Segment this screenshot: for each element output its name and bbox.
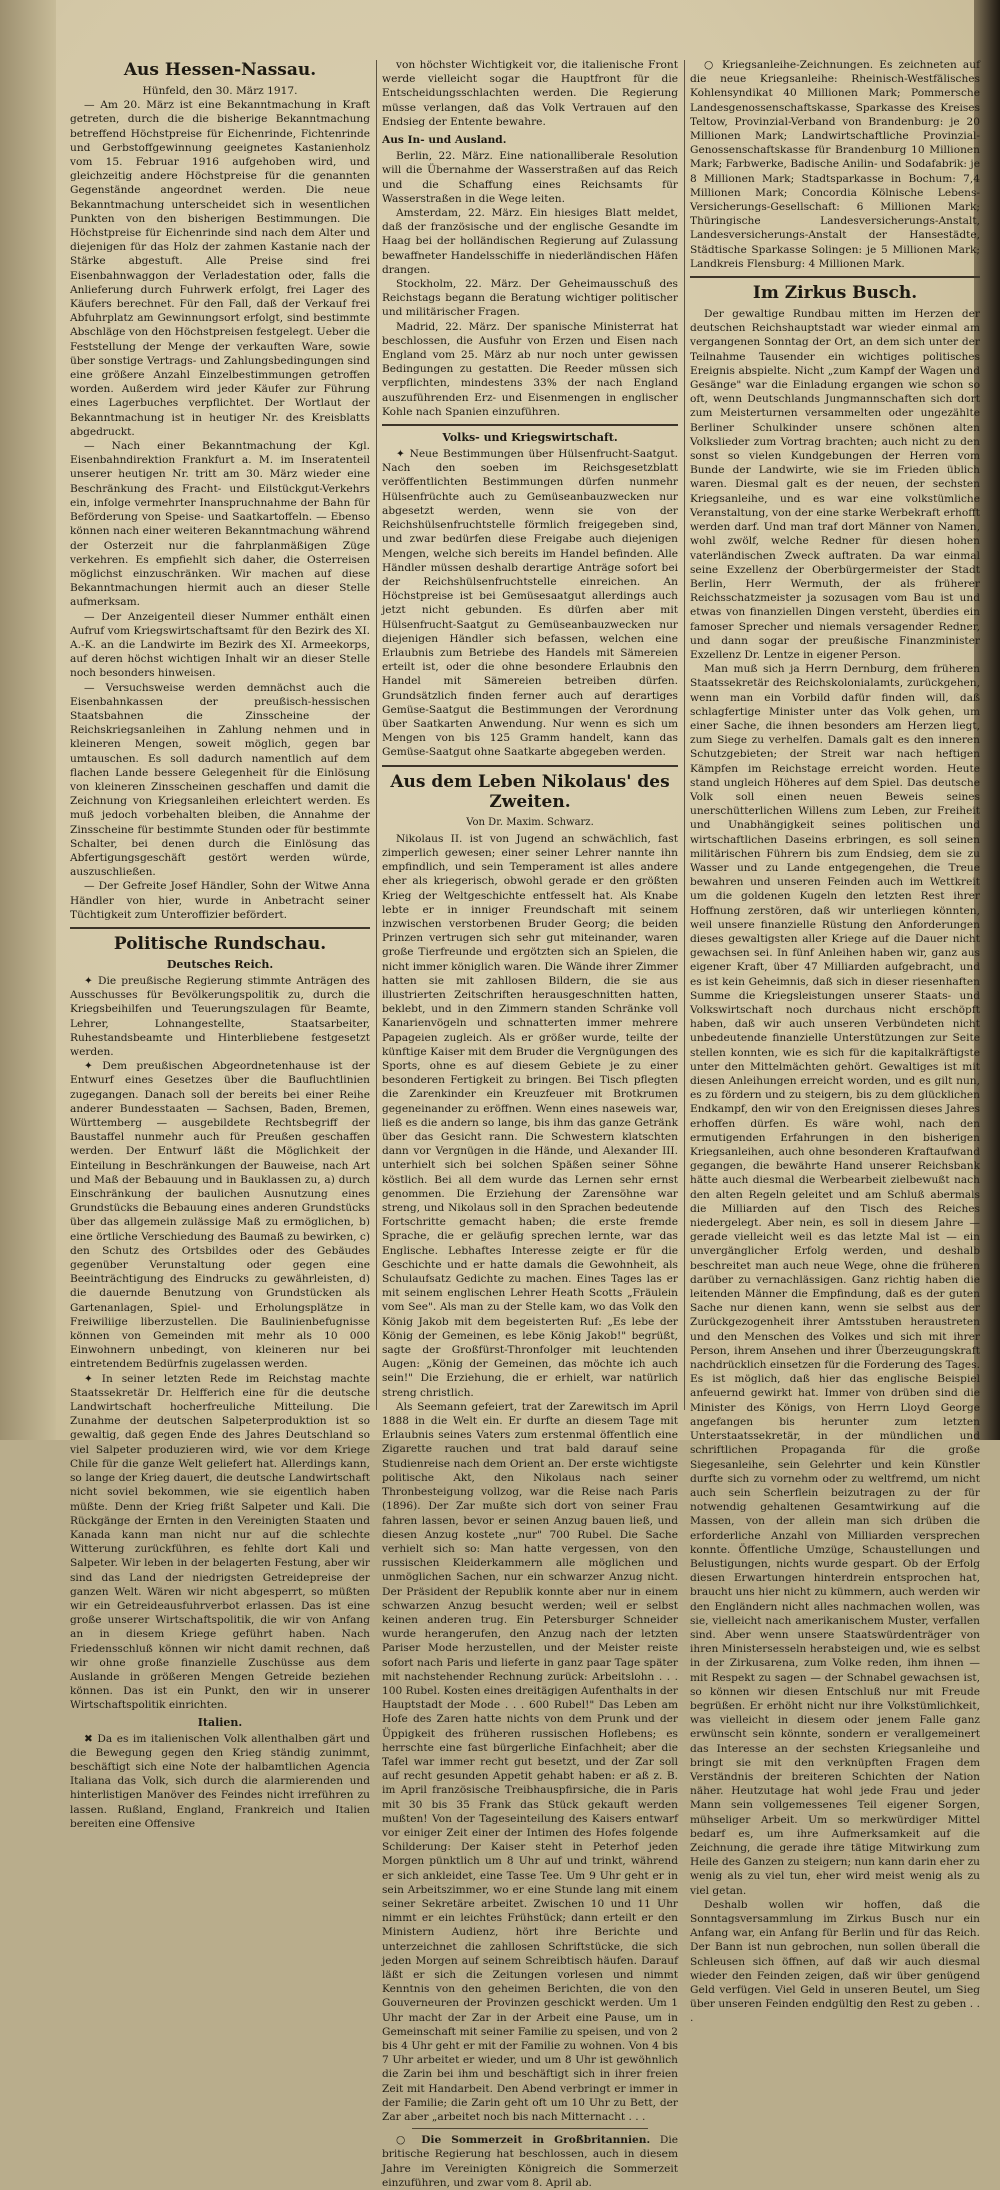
paragraph: ✦ Neue Bestimmungen über Hülsenfrucht-Saatgut. Nach den soeben im Reichsgesetzblatt veröffentlichten Bestimmungen dürfen nunmehr Hülsenfrüchte auch zu Gemüseanbauzwecken nur abgesetzt werden, wenn sie von der Reichshülsenfruchtstelle förmlich freigegeben sind, und zwar bedürfen diese Freigabe auch diejenigen Mengen, welche sich bereits im Handel befinden. Alle Händler müssen deshalb derartige Anträge sofort bei der Reichshülsenfruchtstelle einreichen. An Höchstpreise ist bei Gemüsesaatgut allerdings auch jetzt nicht gebunden. Es dürfen aber mit Hülsenfrucht-Saatgut zu Gemüseanbauzwecken nur diejenigen Händler sich befassen, welchen eine Erlaubnis zum Betriebe des Handels mit Sämereien erteilt ist, oder die ohne besondere Erlaubnis den Handel mit Sämereien betreiben dürfen. Grundsätzlich finden ferner auch auf derartiges Gemüse-Saatgut die Bestimmungen der Verordnung über Saatkarten Anwendung. Nur wenn es sich um Mengen von bis 125 Gramm handelt, kann das Gemüse-Saatgut ohne Saatkarte abgegeben werden. <box>382 448 678 759</box>
paragraph: ✦ In seiner letzten Rede im Reichstag machte Staatssekretär Dr. Helfferich eine für die deutsche Landwirtschaft hocherfreuliche Mitteilung. Die Zunahme der deutschen Salpeterproduktion ist so gewaltig, daß gegen Ende des Jahres Deutschland so viel Salpeter produzieren wird, wie vor dem Kriege Chile für die ganze Welt geliefert hat. Allerdings kann, so lange der Krieg dauert, die deutsche Landwirtschaft nicht soviel bekommen, wie sie eigentlich haben müßte. Denn der Krieg frißt Salpeter und Kali. Die Rückgänge der Ernten in den Vereinigten Staaten und Kanada kann man nicht nur auf die schlechte Witterung zurückführen, es fehlte dort Kali und Salpeter. Wir leben in der belagerten Festung, aber wir sind das Land der niedrigsten Getreidepreise der ganzen Welt. Wären wir nicht abgesperrt, so müßten wir ein Getreideausfuhrverbot erlassen. Das ist eine große unserer Wirtschaftspolitik, die wir von Anfang an in diesem Kriege geführt haben. Nach Friedensschluß können wir nicht damit rechnen, daß wir ohne große finanzielle Zuschüsse aus dem Auslande in größeren Mengen Getreide beziehen können. Das ist ein Punkt, den wir in unserer Wirtschaftspolitik einrichten. <box>70 1372 370 1712</box>
paragraph: — Der Gefreite Josef Händler, Sohn der Witwe Anna Händler von hier, wurde in Anbetracht seiner Tüchtigkeit zum Unteroffizier befördert. <box>70 880 370 921</box>
notice-sommerzeit: ○ Die Sommerzeit in Großbritannien. Die britische Regierung hat beschlossen, auch in diesem Jahre im Vereinigten Königreich die Sommerzeit einzuführen, und zwar vom 8. April ab. <box>382 2134 678 2189</box>
column-3 <box>690 58 980 2025</box>
divider <box>382 765 678 767</box>
paragraph: — Am 20. März ist eine Bekanntmachung in Kraft getreten, durch die die bisherige Bekanntmachung betreffend Höchstpreise für Eichenrinde, Fichtenrinde und Gerbstoffgewinnung geeignetes Kastanienholz vom 15. Februar 1916 aufgehoben wird, und gleichzeitig andere Höchstpreise für die genannten Gegenstände angeordnet werden. Die neue Bekanntmachung unterscheidet sich in wesentlichen Punkten von den bisherigen Bestimmungen. Die Höchstpreise für Eichenrinde sind nach dem Alter und diejenigen für das Holz der zahmen Kastanie nach der Stärke abgestuft. Alle Preise sind frei Eisenbahnwaggon der Verladestation oder, falls die Anlieferung durch Fuhrwerk erfolgt, frei Lager des Käufers berechnet. Für den Fall, daß der Verkauf frei Abfuhrplatz am Gewinnungsort erfolgt, sind bestimmte Abschläge von den Höchstpreisen festgelegt. Ueber die Feststellung der Menge der verkauften Ware, sowie über sonstige Vertrags- und Zahlungsbedingungen sind eine größere Anzahl Einzelbestimmungen getroffen worden. Außerdem wird jeder Käufer zur Führung eines Lagerbuches verpflichtet. Der Wortlaut der Bekanntmachung ist in heutiger Nr. des Kreisblatts abgedruckt. <box>70 99 370 438</box>
column-2 <box>382 58 678 2189</box>
paragraph: ✦ Die preußische Regierung stimmte Anträgen des Ausschusses für Bevölkerungspolitik zu, durch die Kriegsbeihilfen und Teuerungszulagen für Beamte, Lehrer, Lohnangestellte, Staatsarbeiter, Ruhestandsbeamte und Hinterbliebene festgesetzt werden. <box>70 974 370 1058</box>
news-item: Amsterdam, 22. März. Ein hiesiges Blatt meldet, daß der französische und der englische Gesandte im Haag bei der holländischen Regierung auf Zulassung bewaffneter Handelsschiffe in niederländischen Häfen drangen. <box>382 207 678 276</box>
news-item: Berlin, 22. März. Eine nationalliberale Resolution will die Übernahme der Wasserstraßen auf das Reich und die Schaffung eines Reichsamts für Wasserstraßen in die Wege leiten. <box>382 150 678 205</box>
divider <box>690 276 980 278</box>
article-title-zirkus-busch: Im Zirkus Busch. <box>752 283 918 304</box>
dateline: Hünfeld, den 30. März 1917. <box>142 85 298 97</box>
news-item: Madrid, 22. März. Der spanische Ministerrat hat beschlossen, die Ausfuhr von Erzen und Eisen nach England vom 25. März ab nur noch unter gewissen Bedingungen zu gestatten. Die Reeder müssen sich verpflichten, mindestens 33% der nach England auszuführenden Erz- und Eisenmengen in englischer Kohle nach Spanien einzuführen. <box>382 320 678 418</box>
subsection-italien: Italien. <box>197 1715 243 1729</box>
divider <box>70 927 370 929</box>
news-item: Stockholm, 22. März. Der Geheimausschuß des Reichstags begann die Beratung wichtiger politischer und militärischer Fragen. <box>382 278 678 319</box>
column-rule <box>376 60 377 1410</box>
paragraph-kriegsanleihe: ○ Kriegsanleihe-Zeichnungen. Es zeichneten auf die neue Kriegsanleihe: Rheinisch-Westfälisches Kohlensyndikat 40 Millionen Mark; Pommersche Landesgenossenschaftskasse, Sparkasse des Kreises Teltow, Provinzial-Verband von Brandenburg: je 20 Millionen Mark; Landwirtschaftliche Provinzial-Genossenschaftskasse für Brandenburg 10 Millionen Mark; Farbwerke, Badische Anilin- und Sodafabrik: je 8 Millionen Mark; Stadtsparkasse in Bochum: 7,4 Millionen Mark; Concordia Kölnische Lebens-Versicherungs-Gesellschaft: 6 Millionen Mark; Thüringische Landesversicherungs-Anstalt, Landesversicherungs-Anstalt der Hansestädte, Städtische Sparkasse Solingen: je 5 Millionen Mark; Landkreis Flensburg: 4 Millionen Mark. <box>690 59 980 270</box>
paragraph: Man muß sich ja Herrn Dernburg, dem früheren Staatssekretär des Reichskolonialamts, zurückgehen, wenn man ein Vorbild dafür finden will, daß schlagfertige Minister unter das Volk gehen, um einer Sache, die ihnen besonders am Herzen liegt, zum Siege zu verhelfen. Damals galt es den inneren Schutzgebieten; der Streit war nach heftigen Kämpfen im Reichstage erreicht worden. Heute stand ungleich Höheres auf dem Spiel. Das deutsche Volk soll einen neuen Beweis seines unerschütterlichen Willens zum Leben, zur Freiheit und Unabhängigkeit seines politischen und wirtschaftlichen Daseins erbringen, es soll seinen militärischen Führern bis zum Endsieg, dem sie zu Wasser und zu Lande entgegengehen, die Treue bewahren und unseren Feinden auch im Wettkreit um die goldenen Kugeln den letzten Rest ihrer Hoffnung zerstören, daß wir unterliegen könnten, weil unsere finanzielle Rüstung den Anforderungen dieses gewaltigsten aller Kriege auf die Dauer nicht gewachsen sei. In fünf Anleihen haben wir, ganz aus eigener Kraft, über 47 Milliarden aufgebracht, und es ist kein Geheimnis, daß sich in dieser riesenhaften Summe die Kriegsleistungen unserer Staats- und Volkswirtschaft noch durchaus nicht erschöpft haben, daß wir auch unseren Verbündeten nicht unbedeutende finanzielle Unterstützungen zur Seite stellen konnten, wie es sich für die kapitalkräftigste unter den Mittelmächten gehört. Gewaltiges ist mit diesen Anleihungen erreicht worden, und es gilt nun, es zu fördern und zu steigern, bis zu dem glücklichen Endkampf, den wir von den Ereignissen dieses Jahres erhoffen dürfen. Es wäre wohl, nach den ermutigenden Erfahrungen in den bisherigen Kriegsanleihen, auch ohne besonderen Kraftaufwand gegangen, die bewährte Hand unserer Reichsbank hätte auch diesmal die Werbearbeit zielbewußt nach den alten Regeln geleitet und am Schluß abermals die Milliarden auf den Tisch des Reiches niedergelegt. Aber nein, es soll in diesem Jahre — gerade vielleicht weil es das letzte Mal ist — ein unvergänglicher Erfolg werden, und deshalb beschreitet man auch neue Wege, ohne die früheren darüber zu vernachlässigen. Ganz richtig haben die leitenden Männer die Empfindung, daß es der guten Sache nur dienen kann, wenn sie selbst aus der Zurückgezogenheit ihrer Amtsstuben heraustreten und den Menschen des Volkes und sich mit ihrer Person, ihrem Ansehen und ihrer Überzeugungskraft nachdrücklich einsetzen für die Forderung des Tages. Es ist möglich, daß hier das englische Beispiel anfeuernd gewirkt hat. Immer von drüben sind die Minister des Königs, von Herrn Lloyd George angefangen bis herunter zum letzten Unterstaatssekretär, in der mündlichen und schriftlichen Propaganda für die große Siegesanleihe, sein Gelehrter und kein Künstler durfte sich zu vornehm oder zu weltfremd, um nicht auch sein Scherflein beizutragen zu der für notwendig gehaltenen Gesamtwirkung auf die Massen, von der allein man sich drüben die erforderliche Anzahl von Milliarden versprechen konnte. Öffentliche Umzüge, Schaustellungen und Belustigungen, nichts wurde gespart. Ob der Erfolg diesen Erwartungen hinterdrein entsprochen hat, braucht uns hier nicht zu kümmern, auch werden wir den Engländern nicht alles nachmachen wollen, was sie, vielleicht nach amerikanischem Muster, verfallen sind. Aber wenn unsere Staatswürdenträger von ihren Ministersesseln herabsteigen und, wie es selbst in der Zirkusarena, zum Volke reden, ihm ihnen — mit Respekt zu sagen — der Schnabel gewachsen ist, so können wir diesen Entschluß nur mit Freude begrüßen. Er erhöht nicht nur ihre Volkstümlichkeit, was vielleicht in diesem oder jenem Falle ganz erwünscht sein könnte, sondern er verallgemeinert das Interesse an der sechsten Kriegsanleihe und bringt sie mit den verknüpften Fragen dem Verständnis der breiteren Schichten der Nation näher. Heutzutage hat wohl jede Frau und jeder Mann sein vollgemessenes Teil eigener Sorgen, mühseliger Arbeit. Um so merkwürdiger Mittel bedarf es, um ihre Aufmerksamkeit auf die Zeichnung, die gerade ihre tätige Mitwirkung zum Heile des Ganzen zu steigern; nun kann darin eher zu wenig als zu viel tun, eher wird meist wenig als zu viel getan. <box>690 663 980 1897</box>
paragraph: Der gewaltige Rundbau mitten im Herzen der deutschen Reichshauptstadt war wieder einmal am vergangenen Sonntag der Ort, an dem sich unter der Teilnahme Tausender ein wichtiges politisches Ereignis abspielte. Nicht „zum Kampf der Wagen und Gesänge" war die Einladung ergangen wie schon so oft, wenn Deutschlands Jungmannschaften sich dort zum Meisterturnen versammelten oder ungezählte Berliner Schulkinder unsere schönen alten Volkslieder zum Vortrag brachten; auch nicht zu den sonst so vielen Kundgebungen der Herren vom Bunde der Landwirte, wie sie im Frieden üblich waren. Diesmal galt es der neuen, der sechsten Kriegsanleihe, und es war eine volkstümliche Veranstaltung, von der eine starke Werbekraft erhofft werden darf. Und man traf dort Männer von Namen, wohl zwölf, welche Redner für diesen hohen vaterländischen Zweck auftraten. Da war einmal seine Exzellenz der Oberbürgermeister der Stadt Berlin, Herr Wermuth, der als früherer Reichsschatzmeister ja sozusagen vom Bau ist und etwas von finanziellen Dingen versteht, überdies ein famoser Sprecher und niemals versagender Redner, und dann sogar der preußische Finanzminister Exzellenz Dr. Lentze in eigener Person. <box>690 308 980 661</box>
paragraph: — Der Anzeigenteil dieser Nummer enthält einen Aufruf vom Kriegswirtschaftsamt für den Bezirk des XI. A.-K. an die Landwirte im Bezirk des XI. Armeekorps, auf deren höchst wichtigen Inhalt wir an dieser Stelle noch besonders hinweisen. <box>70 610 370 680</box>
subsection-in-und-ausland: Aus In- und Ausland. <box>382 134 507 147</box>
paragraph: ✖ Da es im italienischen Volk allenthalben gärt und die Bewegung gegen den Krieg ständig zunimmt, beschäftigt sich eine Note der halbamtlichen Agencia Italiana das Volk, sich durch die alarmierenden und hinterlistigen Manöver des Feindes nicht irreführen zu lassen. Rußland, England, Frankreich und Italien bereiten eine Offensive <box>70 1732 370 1830</box>
section-title-hessen-nassau: Aus Hessen-Nassau. <box>123 60 317 80</box>
paragraph: Nikolaus II. ist von Jugend an schwächlich, fast zimperlich gewesen; einer seiner Lehrer nannte ihn empfindlich, und sein Temperament ist alles andere eher als kriegerisch, obwohl gerade er den größten Krieg der Weltgeschichte entfesselt hat. Als Knabe lebte er in inniger Freundschaft mit seinem inzwischen verstorbenen Bruder Georg; die beiden Prinzen vertrugen sich sehr gut miteinander, waren große Tierfreunde und ergötzten sich an Spielen, die nicht immer königlich waren. Die Wände ihrer Zimmer hatten sie mit zahllosen Bildern, die sie aus illustrierten Zeitschriften herausgeschnitten hatten, beklebt, und in den Zimmern standen Schränke voll Kanarienvögeln und schnatterten immer mehrere Papageien zugleich. Als er größer wurde, teilte der künftige Kaiser mit dem Bruder die Vergnügungen des Sports, ohne es auf diesem Gebiete je zu einer besonderen Fertigkeit zu bringen. Bei Tisch pflegten die Zarenkinder ein Kreuzfeuer mit Brotkrumen gegeneinander zu eröffnen. Wenn eines naseweis war, ließ es die andern so lange, bis ihm das ganze Getränk über das Gesicht rann. Die Schwestern klatschten dann vor Vergnügen in die Hände, und Alexander III. unterhielt sich bei solchen Späßen seiner Söhne köstlich. Bei all dem wurde das Lernen sehr ernst genommen. Die Erziehung der Zarensöhne war streng, und Nikolaus soll in den Sprachen bedeutende Fortschritte gemacht haben; die erste fremde Sprache, die er geläufig sprechen lernte, war das Englische. Lebhaftes Interesse zeigte er für die Geschichte und er hatte damals die Gewohnheit, als Schulaufsatz Gedichte zu machen. Eines Tages las er mit seinem englischen Lehrer Heath Scotts „Fräulein vom See". Als man zu der Stelle kam, wo das Volk den König Jakob mit dem begeisterten Ruf: „Es lebe der König der Gemeinen, es lebe König Jakob!" begrüßt, sagte der Großfürst-Thronfolger mit leuchtenden Augen: „König der Gemeinen, das möchte ich auch sein!" Die Erziehung, die er erhielt, war natürlich streng christlich. <box>382 832 678 1399</box>
column-1 <box>70 58 370 1830</box>
paragraph: Deshalb wollen wir hoffen, daß die Sonntagsversammlung im Zirkus Busch nur ein Anfang war, ein Anfang für Berlin und für das Reich. Der Bann ist nun gebrochen, nun sollen überall die Schleusen sich öffnen, auf daß wir auch diesmal wieder den Feinden zeigen, daß wir über genügend Geld verfügen. Viel Geld in unseren Beutel, um Sieg über unseren Feinden endgültig den Rest zu geben . . . <box>690 1898 980 2025</box>
byline: Von Dr. Maxim. Schwarz. <box>466 816 594 828</box>
paragraph: Als Seemann gefeiert, trat der Zarewitsch im April 1888 in die Welt ein. Er durfte an diesem Tage mit Erlaubnis seines Vaters zum erstenmal öffentlich eine Zigarette rauchen und trat bald darauf seine Studienreise nach dem Orient an. Der erste wichtigste politische Akt, den Nikolaus nach seiner Thronbesteigung vollzog, war die Reise nach Paris (1896). Der Zar mußte sich dort von seiner Frau fahren lassen, bevor er seinen Anzug bauen ließ, und diesen Anzug kostete „nur" 700 Rubel. Die Sache verhielt sich so: Man hatte vergessen, von den russischen Kleiderkammern alle möglichen und unmöglichen Sachen, nur ein schwarzer Anzug nicht. Der Präsident der Republik konnte aber nur in einem schwarzen Anzug besucht werden; weil er selbst keinen anderen trug. Ein Petersburger Schneider wurde herangerufen, den Anzug nach der letzten Pariser Mode herzustellen, und der Meister reiste sofort nach Paris und lieferte in ganz paar Tage später mit nachstehender Rechnung zurück: Arbeitslohn . . . 100 Rubel. Kosten eines dreitägigen Aufenthalts in der Hauptstadt der Mode . . . 600 Rubel!" Das Leben am Hofe des Zaren hatte nichts von dem Prunk und der Üppigkeit des früheren russischen Hoflebens; es herrschte eine fast bürgerliche Einfachheit; aber die Tafel war immer recht gut besetzt, und der Zar soll auf recht gesunden Appetit gehabt haben: er aß z. B. im April französische Treibhauspfirsiche, die in Paris mit 30 bis 35 Frank das Stück gekauft werden mußten! Von der Tageseinteilung des Kaisers entwarf vor einiger Zeit einer der Intimen des Hofes folgende Schilderung: Der Kaiser steht in Peterhof jeden Morgen pünktlich um 8 Uhr auf und trinkt, während er sich ankleidet, eine Tasse Tee. Um 9 Uhr geht er in sein Arbeitszimmer, wo er eine Stunde lang mit einem seiner Sekretäre arbeitet. Zwischen 10 und 11 Uhr nimmt er ein leichtes Frühstück; dann erteilt er den Ministern Audienz, hört ihre Berichte und unterzeichnet die zahllosen Schriftstücke, die sich jeden Morgen auf seinem Schreibtisch häufen. Darauf läßt er sich die Zeitungen vorlesen und nimmt Kenntnis von den geheimen Berichten, die von den Gouverneuren der Provinzen geschickt werden. Um 1 Uhr macht der Zar in der Arbeit eine Pause, um in Gemeinschaft mit seiner Familie zu speisen, und von 2 bis 4 Uhr geht er mit der Familie zu wohnen. Von 4 bis 7 Uhr arbeitet er wieder, und um 8 Uhr ist gewöhnlich die Zarin bei ihm und beschäftigt sich in ihrer freien Zeit mit Handarbeit. Den Abend verbringt er immer in der Familie; die Zarin geht oft um 10 Uhr zu Bett, der Zar aber „arbeitet noch bis nach Mitternacht . . . <box>382 1400 678 2124</box>
left-page-margin <box>0 0 56 1440</box>
section-title-volkswirtschaft: Volks- und Kriegswirtschaft. <box>442 431 618 445</box>
paragraph: ✦ Dem preußischen Abgeordnetenhause ist der Entwurf eines Gesetzes über die Baufluchtlinien zugegangen. Danach soll der bereits bei einer Reihe anderer Bundesstaaten — Sachsen, Baden, Bremen, Württemberg — ausgebildete Rechtsbegriff der Baustaffel nunmehr auch für Preußen geschaffen werden. Der Entwurf läßt die Möglichkeit der Einteilung in Beschränkungen der Bauweise, nach Art und Maß der Bebauung und in Bauklassen zu, a) durch Einschränkung der baulichen Ausnutzung eines Grundstücks die Bebauung eines anderen Grundstücks über das allgemein zulässige Maß zu ermöglichen, b) eine örtliche Verschiedung des Baumaß zu bewirken, c) den Schutz des Ortsbildes oder des Gebäudes gegenüber Verunstaltung oder gegen eine Beeinträchtigung des Eindrucks zu gewährleisten, d) die dauernde Benutzung von Grundstücken als Gartenanlagen, Spiel- und Erholungsplätze in Freiwiliige liberzustellen. Die Baulinienbefugnisse können von Gemeinden mit mehr als 10 000 Einwohnern unbedingt, von kleineren nur bei eintretendem Bedürfnis zugelassen werden. <box>70 1060 370 1371</box>
subsection-deutsches-reich: Deutsches Reich. <box>166 957 274 971</box>
column-rule <box>684 60 685 1410</box>
notice-text: Die britische Regierung hat beschlossen, auch in diesem Jahre im Vereinigten Königreich die Sommerzeit einzuführen, und zwar vom 8. April ab. <box>382 2134 678 2189</box>
section-title-politische-rundschau: Politische Rundschau. <box>113 933 327 954</box>
paragraph: — Versuchsweise werden demnächst auch die Eisenbahnkassen der preußisch-hessischen Staatsbahnen die Zinsscheine der Reichskriegsanleihen in Zahlung nehmen und in kleineren Mengen, soweit möglich, gegen bar umtauschen. Es soll dadurch namentlich auf dem flachen Lande bessere Gelegenheit für die Einlösung von kleineren Zinsscheinen geschaffen und damit die Zeichnung von Kriegsanleihen erleichtert werden. Es muß jedoch vorbehalten bleiben, die Annahme der Zinsscheine für bestimmte Stunden oder für bestimmte Schalter, bei denen durch die Einlösung das Abfertigungsgeschäft gestört werden würde, auszuschließen. <box>70 681 370 879</box>
article-title-nikolaus: Aus dem Leben Nikolaus' des Zweiten. <box>390 771 670 812</box>
notice-title: Die Sommerzeit in Großbritannien. <box>421 2134 651 2147</box>
divider <box>382 424 678 426</box>
divider <box>412 2128 648 2129</box>
paragraph: — Nach einer Bekanntmachung der Kgl. Eisenbahndirektion Frankfurt a. M. im Inseratenteil unserer heutigen Nr. tritt am 30. März wieder eine Beschränkung des Fracht- und Eilstückgut-Verkehrs ein, infolge vermehrter Inanspruchnahme der Bahn für Beförderung von Speise- und Saatkartoffeln. — Ebenso können nach einer weiteren Bekanntmachung während der Osterzeit nur die fahrplanmäßigen Züge verkehren. Es empfiehlt sich daher, die Osterreisen möglichst einzuschränken. Wir machen auf diese Bekanntmachungen hiermit auch an dieser Stelle aufmerksam. <box>70 440 370 609</box>
paragraph: von höchster Wichtigkeit vor, die italienische Front werde vielleicht sogar die Hauptfront für die Entscheidungsschlachten werden. Die Regierung müsse verlangen, daß das Volk Vertrauen auf den Endsieg der Entente bewahre. <box>382 59 678 128</box>
